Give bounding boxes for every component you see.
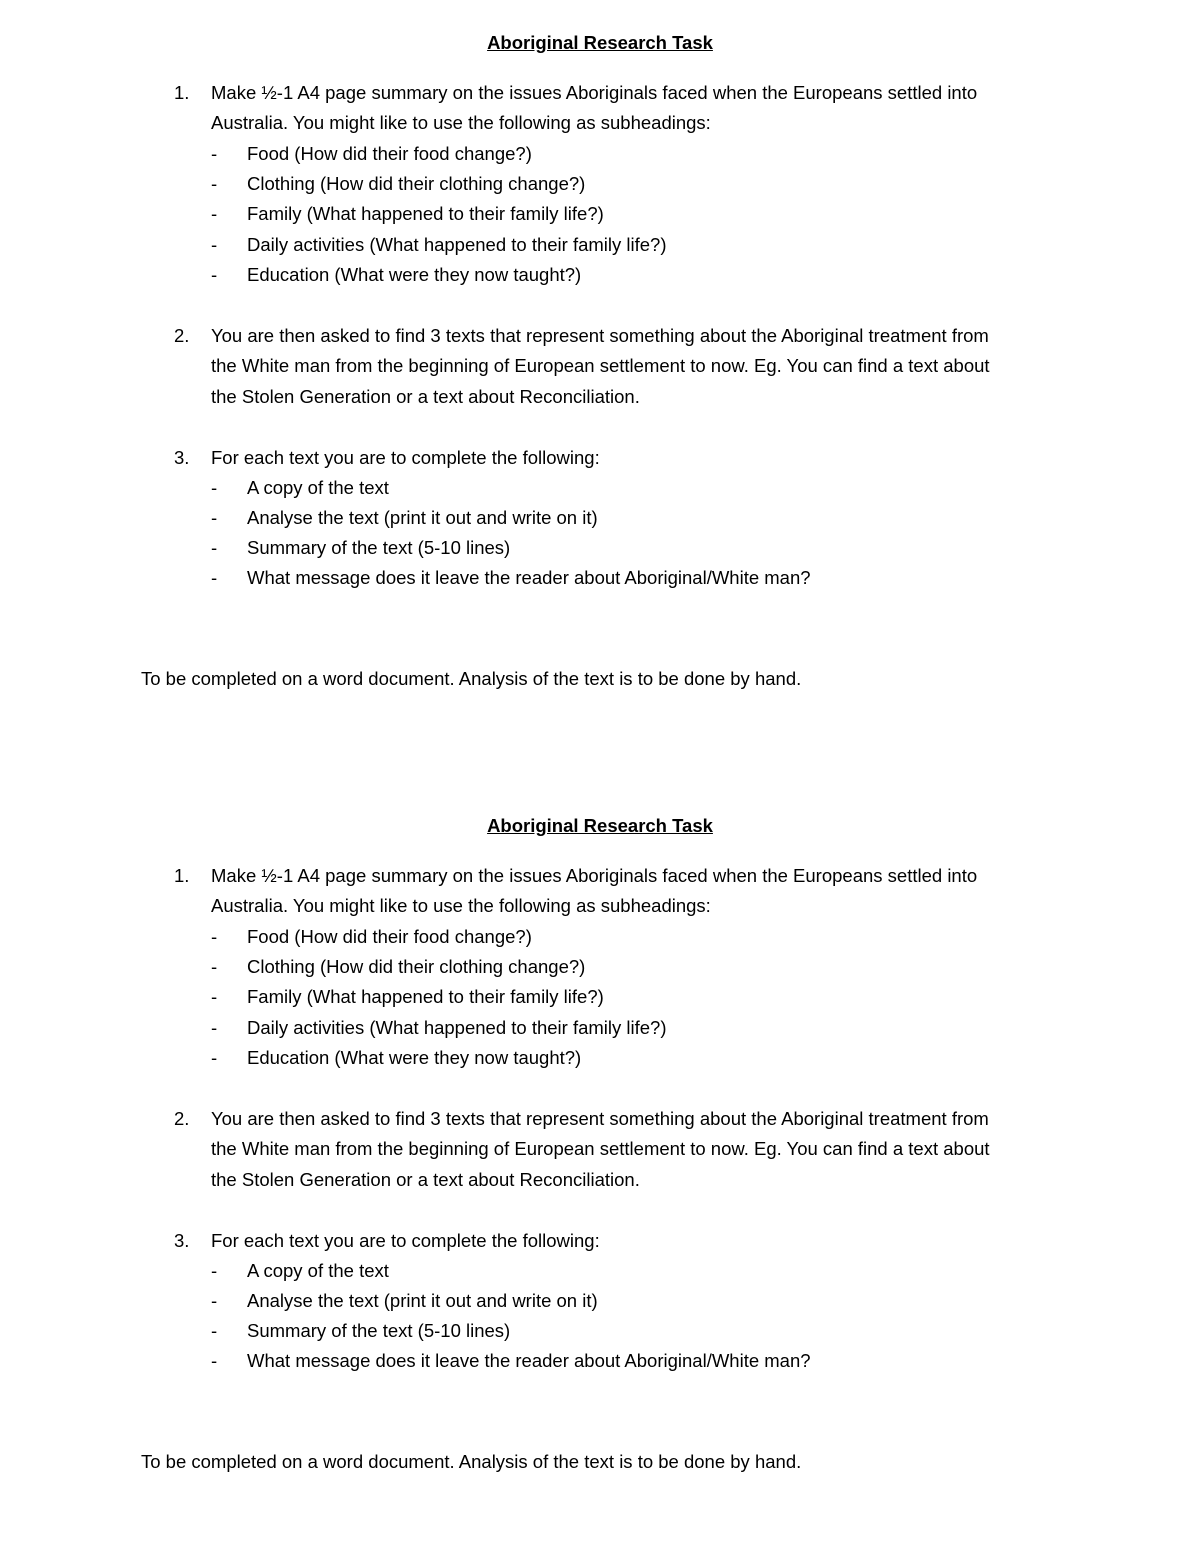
bullet-dash: -	[211, 173, 218, 194]
bullet-dash: -	[211, 1260, 218, 1281]
bullet-dash: -	[211, 926, 218, 947]
bullet-item: What message does it leave the reader about Aboriginal/White man?	[247, 567, 811, 588]
item-line: the White man from the beginning of European settlement to now. Eg. You can find a text about	[211, 355, 990, 376]
closing-note: To be completed on a word document. Analysis of the text is to be done by hand.	[141, 1451, 802, 1472]
bullet-item: Family (What happened to their family life?)	[247, 203, 604, 224]
item-number: 2.	[174, 1108, 190, 1129]
item-number: 1.	[174, 865, 190, 886]
bullet-item: Food (How did their food change?)	[247, 143, 532, 164]
bullet-item: What message does it leave the reader about Aboriginal/White man?	[247, 1350, 811, 1371]
bullet-dash: -	[211, 1290, 218, 1311]
bullet-item: Daily activities (What happened to their family life?)	[247, 1017, 667, 1038]
item-line: the White man from the beginning of European settlement to now. Eg. You can find a text about	[211, 1138, 990, 1159]
bullet-item: Education (What were they now taught?)	[247, 264, 582, 285]
bullet-item: A copy of the text	[247, 1260, 389, 1281]
bullet-dash: -	[211, 234, 218, 255]
closing-note: To be completed on a word document. Analysis of the text is to be done by hand.	[141, 668, 802, 689]
bullet-item: Family (What happened to their family life?)	[247, 986, 604, 1007]
task-title: Aboriginal Research Task	[487, 32, 713, 53]
item-line: the Stolen Generation or a text about Reconciliation.	[211, 386, 640, 407]
bullet-dash: -	[211, 537, 218, 558]
bullet-dash: -	[211, 1017, 218, 1038]
item-number: 3.	[174, 447, 190, 468]
bullet-item: Education (What were they now taught?)	[247, 1047, 582, 1068]
item-number: 1.	[174, 82, 190, 103]
bullet-dash: -	[211, 143, 218, 164]
item-number: 3.	[174, 1230, 190, 1251]
bullet-dash: -	[211, 567, 218, 588]
bullet-dash: -	[211, 477, 218, 498]
bullet-dash: -	[211, 264, 218, 285]
item-line: You are then asked to find 3 texts that represent something about the Aboriginal treatment from	[211, 325, 989, 346]
item-line: You are then asked to find 3 texts that represent something about the Aboriginal treatment from	[211, 1108, 989, 1129]
item-line: For each text you are to complete the following:	[211, 1230, 600, 1251]
bullet-item: Clothing (How did their clothing change?)	[247, 956, 586, 977]
bullet-dash: -	[211, 203, 218, 224]
item-line: Make ½-1 A4 page summary on the issues Aboriginals faced when the Europeans settled into	[211, 865, 978, 886]
bullet-dash: -	[211, 986, 218, 1007]
bullet-dash: -	[211, 956, 218, 977]
item-line: For each text you are to complete the following:	[211, 447, 600, 468]
bullet-item: Analyse the text (print it out and write on it)	[247, 1290, 598, 1311]
bullet-item: Summary of the text (5-10 lines)	[247, 537, 511, 558]
bullet-item: A copy of the text	[247, 477, 389, 498]
item-line: the Stolen Generation or a text about Reconciliation.	[211, 1169, 640, 1190]
item-number: 2.	[174, 325, 190, 346]
task-title: Aboriginal Research Task	[487, 815, 713, 836]
bullet-dash: -	[211, 1320, 218, 1341]
bullet-dash: -	[211, 507, 218, 528]
bullet-item: Summary of the text (5-10 lines)	[247, 1320, 511, 1341]
bullet-item: Food (How did their food change?)	[247, 926, 532, 947]
bullet-dash: -	[211, 1350, 218, 1371]
bullet-item: Clothing (How did their clothing change?)	[247, 173, 586, 194]
bullet-item: Analyse the text (print it out and write on it)	[247, 507, 598, 528]
item-line: Australia. You might like to use the following as subheadings:	[211, 895, 711, 916]
bullet-dash: -	[211, 1047, 218, 1068]
bullet-item: Daily activities (What happened to their family life?)	[247, 234, 667, 255]
item-line: Make ½-1 A4 page summary on the issues Aboriginals faced when the Europeans settled into	[211, 82, 978, 103]
item-line: Australia. You might like to use the following as subheadings:	[211, 112, 711, 133]
